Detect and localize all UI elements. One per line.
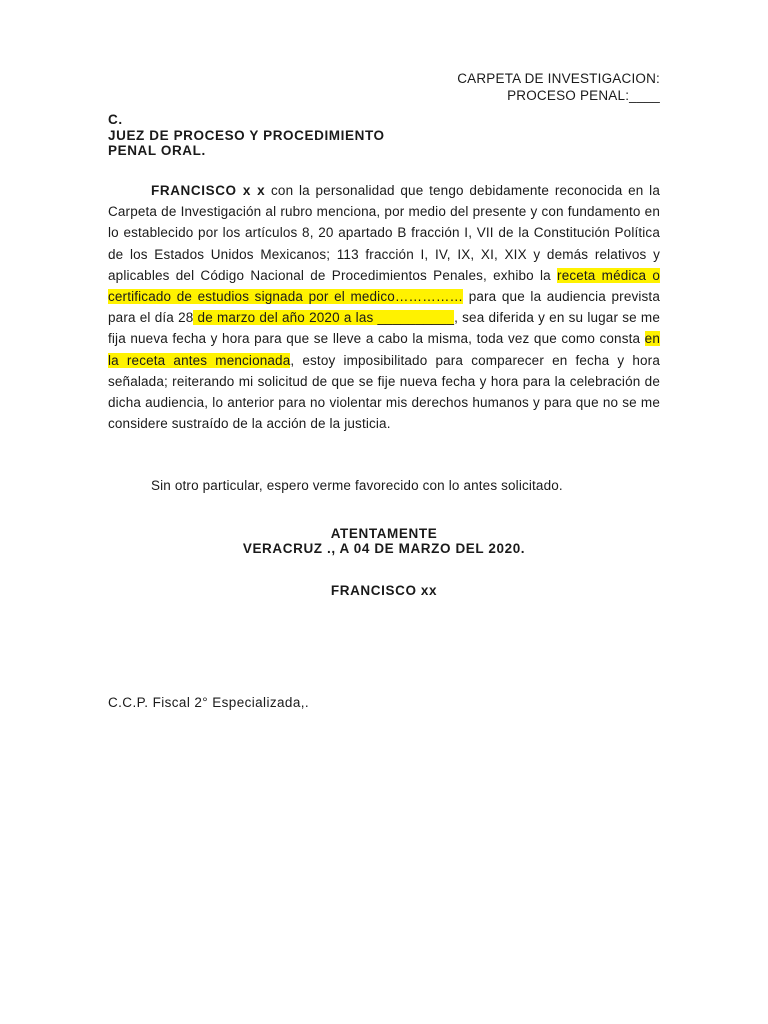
highlight-fecha: de marzo del año 2020 a las __________ [193, 310, 455, 326]
addressee-block [108, 112, 385, 159]
highlight-receta: receta médica o certificado de estudios signada por el medico…………… [108, 267, 660, 305]
atentamente-label: ATENTAMENTE [330, 526, 438, 541]
addressee-salutation: C. [108, 112, 123, 127]
addressee-title-cont: PENAL ORAL. [108, 143, 206, 158]
body-segment-1: con la personalidad que tengo debidamente reconocida en la Carpeta de Investigación al rubro menciona, por medio del presente y con fundamento en lo establecido por los artículos 8, 20 apartado B fracción I, VII de la Constitución Política de los Estados Unidos Mexicanos; 113 fracción I, IV, IX, XI, XIX y demás relativos y aplicables del Código Nacional de Procedimientos Penales, exhibo la [108, 183, 660, 283]
addressee-title: JUEZ DE PROCESO Y PROCEDIMIENTO [108, 127, 385, 143]
petitioner-name: FRANCISCO x x [151, 183, 266, 198]
place-date: VERACRUZ ., A 04 DE MARZO DEL 2020. [242, 541, 526, 556]
body-segment-4: , estoy imposibilitado para comparecer en fecha y hora señalada; reiterando mi solicitud de que se fije nueva fecha y hora para la celebración de dicha audiencia, lo anterior para no violentar mis derechos humanos y para que no se me considere sustraído de la acción de la justicia. [108, 352, 660, 432]
body-paragraph [108, 180, 660, 434]
proceso-label: PROCESO PENAL:____ [507, 88, 660, 103]
case-header [457, 70, 660, 104]
highlight-receta-mencionada: en la receta antes mencionada [108, 331, 660, 368]
closing-line: Sin otro particular, espero verme favorecido con lo antes solicitado. [151, 478, 563, 493]
carpeta-label: CARPETA DE INVESTIGACION: [457, 71, 660, 86]
signature-name: FRANCISCO xx [330, 583, 438, 598]
body-segment-2: para que la audiencia prevista para el día 28 [108, 289, 660, 326]
body-segment-3: , sea diferida y en su lugar se me fija nueva fecha y hora para que se lleve a cabo la misma, toda vez que como consta [108, 310, 660, 347]
ccp-line: C.C.P. Fiscal 2° Especializada,. [108, 695, 310, 710]
